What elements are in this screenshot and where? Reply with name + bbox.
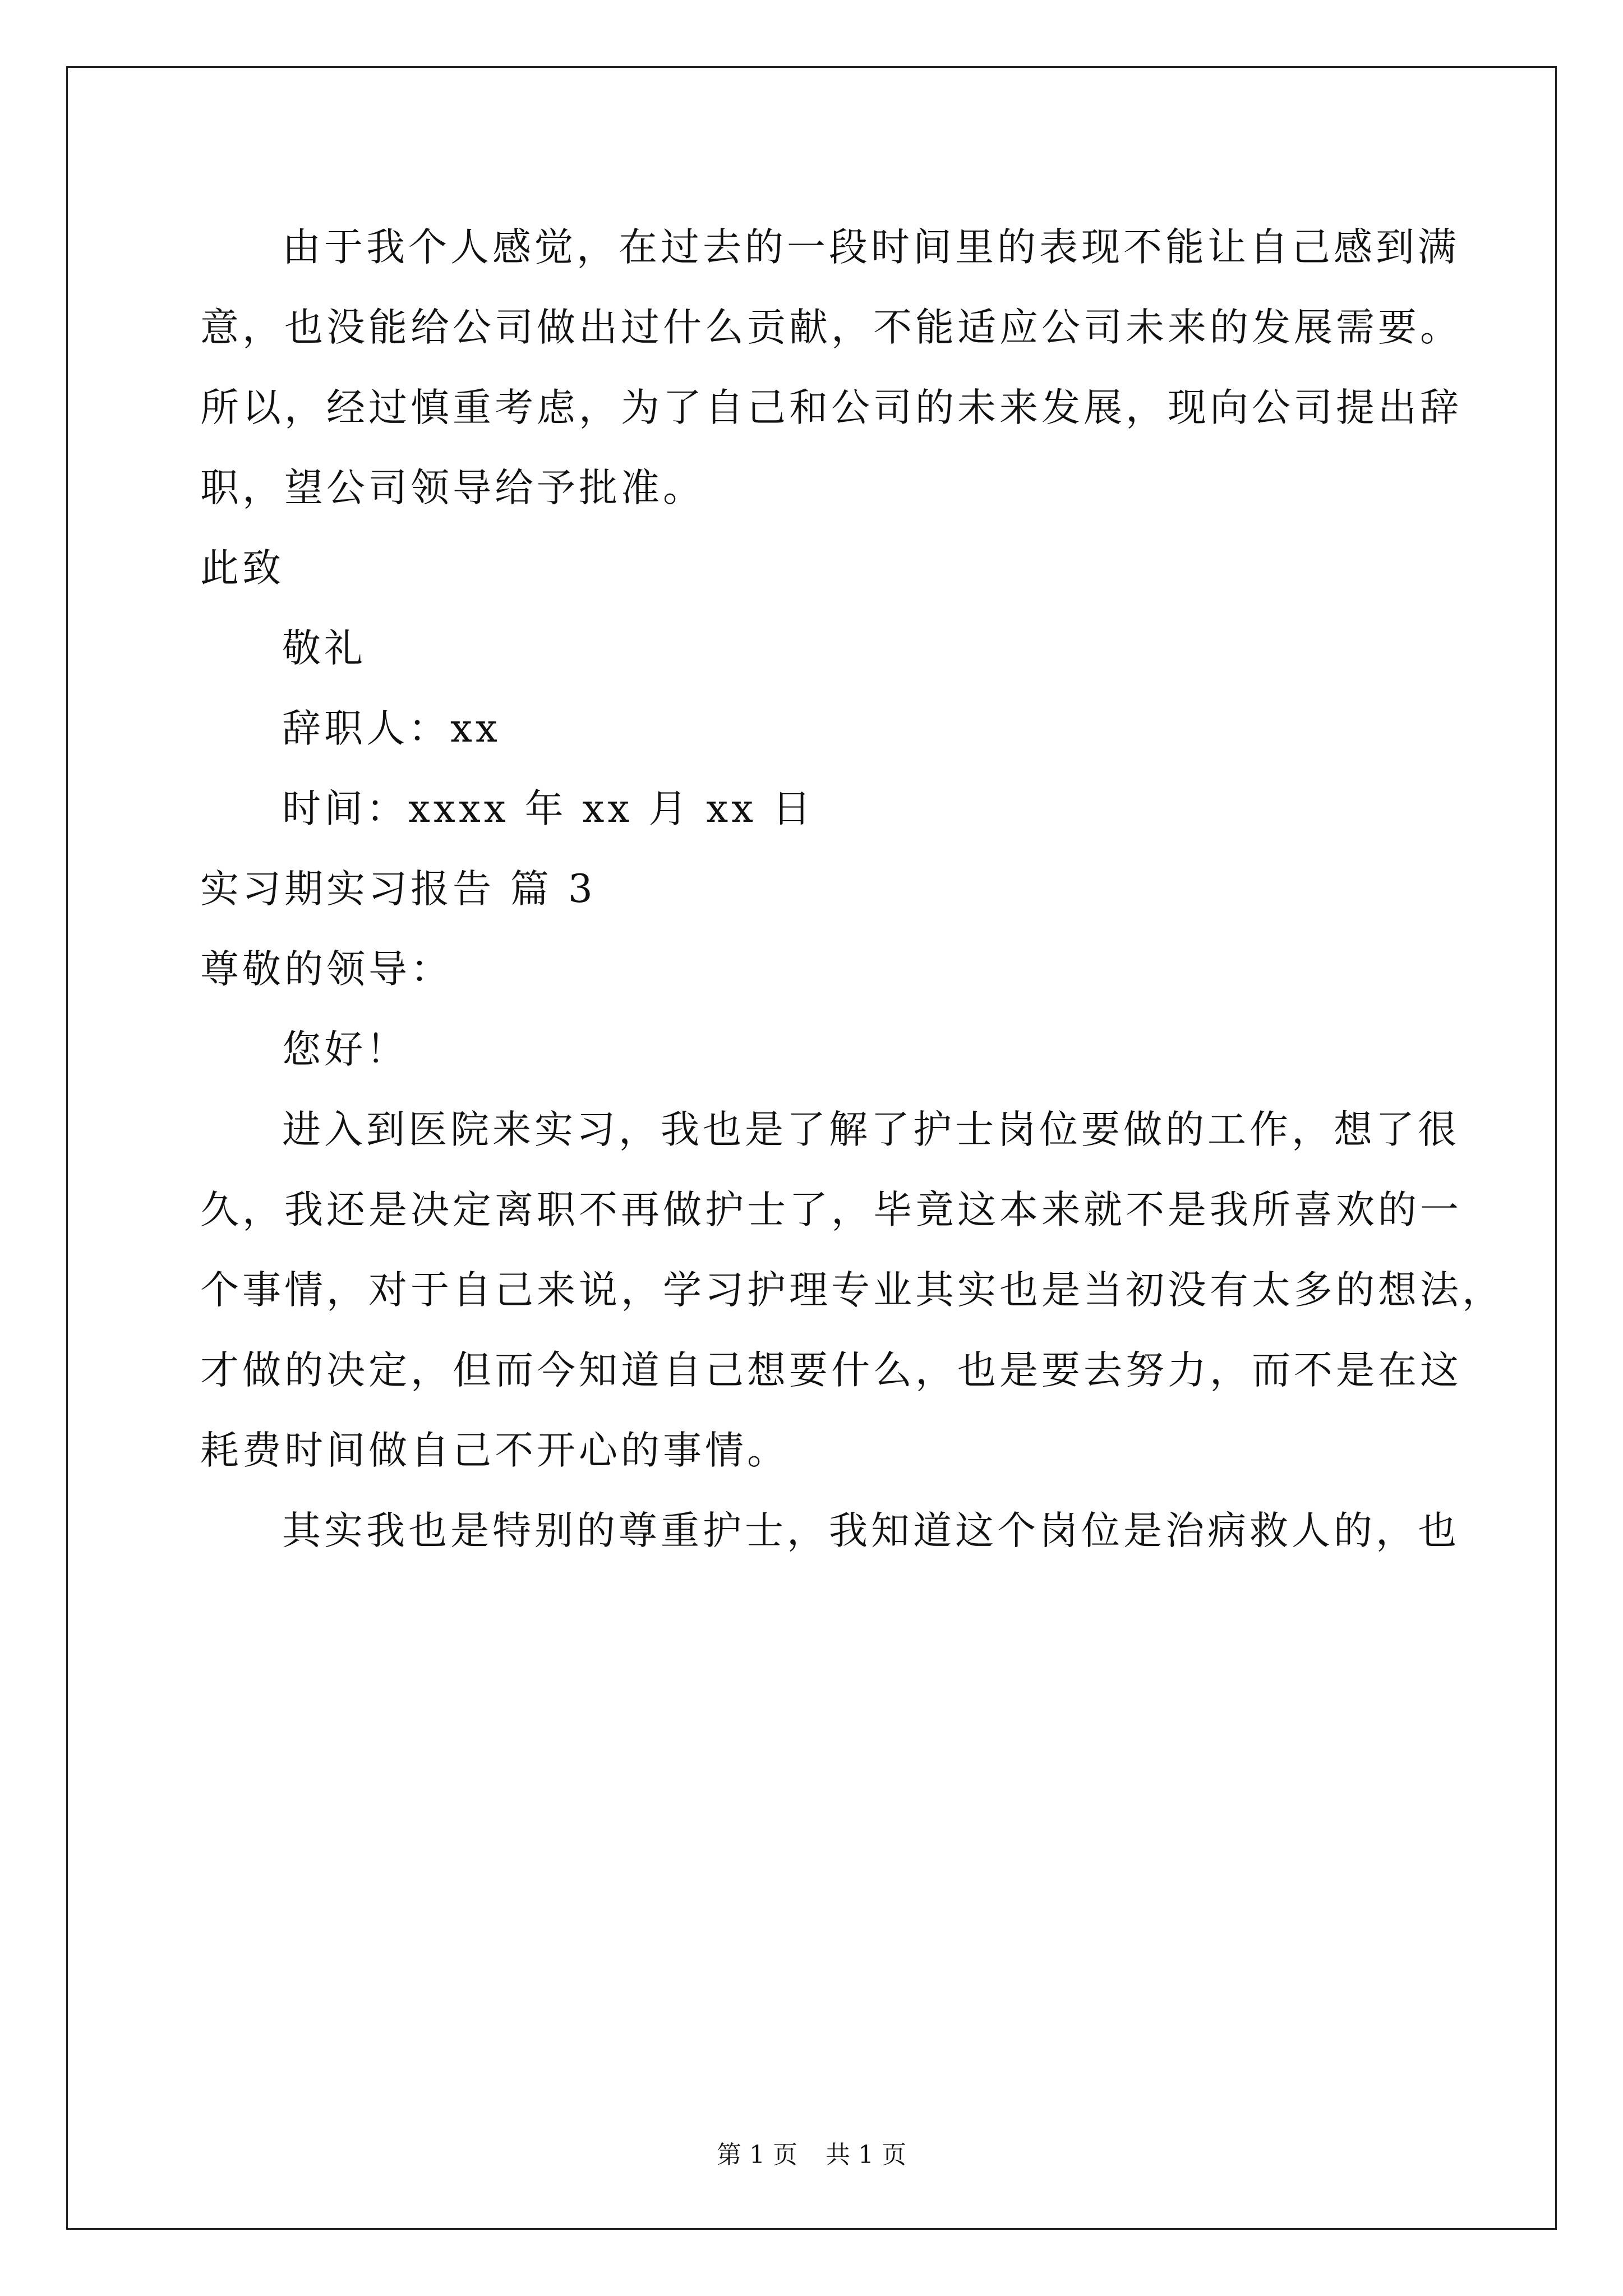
greeting-line: 尊敬的领导： (200, 947, 453, 992)
paragraph-line: 由于我个人感觉，在过去的一段时间里的表现不能让自己感到满 (282, 225, 1460, 270)
salutation-closing: 此致 (200, 546, 284, 591)
page-number: 第 1 页 (717, 2141, 797, 2169)
paragraph-line: 久，我还是决定离职不再做护士了，毕竟这本来就不是我所喜欢的一 (200, 1188, 1462, 1232)
greeting-hello: 您好！ (282, 1027, 408, 1072)
paragraph-line: 个事情，对于自己来说，学习护理专业其实也是当初没有太多的想法， (200, 1268, 1504, 1313)
date-line: 时间：xxxx 年 xx 月 xx 日 (282, 786, 814, 831)
page-total: 共 1 页 (826, 2141, 906, 2169)
signer-line: 辞职人：xx (282, 706, 501, 751)
section-heading: 实习期实习报告 篇 3 (200, 867, 596, 912)
paragraph-line: 其实我也是特别的尊重护士，我知道这个岗位是治病救人的，也 (282, 1508, 1460, 1553)
paragraph-line: 才做的决定，但而今知道自己想要什么，也是要去努力，而不是在这 (200, 1348, 1462, 1393)
paragraph-line: 耗费时间做自己不开心的事情。 (200, 1428, 789, 1473)
page-footer (0, 2134, 1623, 2170)
regards-line: 敬礼 (282, 626, 366, 671)
paragraph-line: 进入到医院来实习，我也是了解了护士岗位要做的工作，想了很 (282, 1107, 1460, 1152)
paragraph-line: 职，望公司领导给予批准。 (200, 466, 705, 510)
paragraph-line: 所以，经过慎重考虑，为了自己和公司的未来发展，现向公司提出辞 (200, 385, 1462, 430)
paragraph-line: 意，也没能给公司做出过什么贡献，不能适应公司未来的发展需要。 (200, 305, 1462, 350)
